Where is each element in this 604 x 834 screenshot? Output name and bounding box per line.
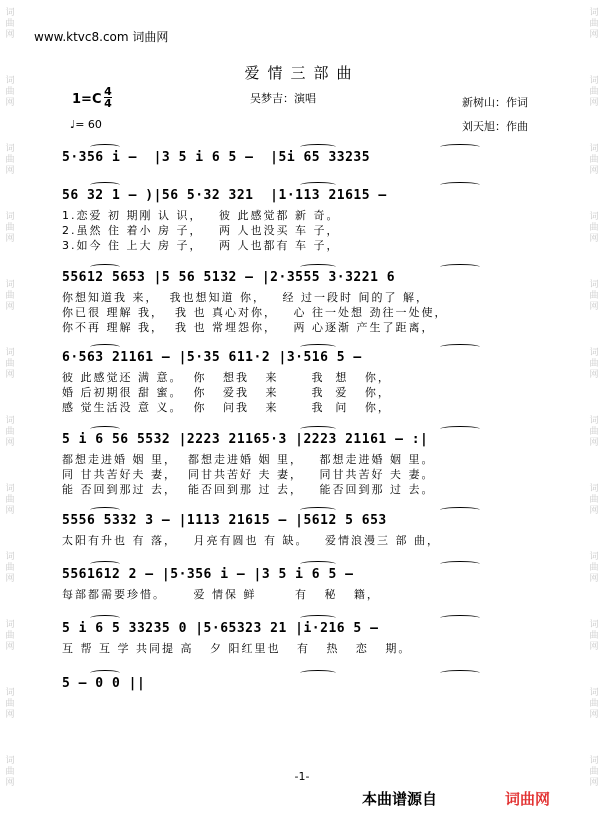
watermark-char: 网 — [589, 642, 599, 652]
watermark-char: 网 — [589, 438, 599, 448]
slur-mark — [90, 670, 120, 676]
watermark-char: 曲 — [5, 427, 15, 437]
watermark-glyphs — [3, 416, 17, 449]
watermark-char: 曲 — [589, 291, 599, 301]
watermark-char: 词 — [589, 76, 599, 86]
watermark-char: 曲 — [5, 359, 15, 369]
watermark-char: 曲 — [589, 155, 599, 165]
watermark-char: 词 — [5, 144, 15, 154]
watermark-char: 网 — [5, 574, 15, 584]
time-signature — [103, 86, 113, 109]
watermark-char: 曲 — [589, 767, 599, 777]
notation-row: 6·563 21161 – |5·35 611·2 |3·516 5 – — [62, 350, 362, 365]
watermark-char: 网 — [589, 234, 599, 244]
watermark-char: 词 — [5, 76, 15, 86]
watermark-char: 曲 — [589, 563, 599, 573]
watermark-char: 曲 — [5, 223, 15, 233]
tempo-marking: ♩= 60 — [70, 118, 102, 131]
watermark-glyphs — [587, 416, 601, 449]
watermark-char: 网 — [5, 506, 15, 516]
watermark-glyphs — [587, 280, 601, 313]
lyric-line: 1.恋爱 初 期刚 认 识， 彼 此感觉都 新 奇。 — [62, 209, 340, 222]
watermark-char: 词 — [5, 416, 15, 426]
watermark-char: 网 — [589, 30, 599, 40]
watermark-glyphs — [3, 620, 17, 653]
watermark-char: 网 — [5, 438, 15, 448]
lyric-line: 3.如今 住 上大 房 子， 两 人也都有 车 子， — [62, 239, 340, 252]
slur-mark — [300, 344, 336, 350]
slur-mark — [440, 144, 480, 150]
watermark-char: 曲 — [5, 767, 15, 777]
key-signature: 1=C — [72, 92, 102, 107]
watermark-char: 词 — [589, 8, 599, 18]
watermark-char: 网 — [5, 166, 15, 176]
song-title: 爱情三部曲 — [244, 64, 360, 82]
watermark-char: 网 — [5, 710, 15, 720]
watermark-char: 曲 — [5, 699, 15, 709]
slur-mark — [90, 344, 120, 350]
composer-credit: 刘天旭：作曲 — [462, 120, 528, 133]
time-denominator: 4 — [104, 97, 112, 110]
slur-mark — [440, 507, 480, 513]
watermark-char: 网 — [5, 642, 15, 652]
watermark-char: 曲 — [5, 87, 15, 97]
watermark-char: 词 — [589, 620, 599, 630]
watermark-char: 网 — [589, 778, 599, 788]
slur-mark — [440, 182, 480, 188]
watermark-char: 词 — [589, 144, 599, 154]
watermark-char: 词 — [589, 552, 599, 562]
watermark-char: 词 — [5, 620, 15, 630]
slur-mark — [440, 426, 480, 432]
watermark-char: 词 — [5, 348, 15, 358]
source-label: 本曲谱源自 — [362, 790, 438, 808]
watermark-char: 词 — [5, 756, 15, 766]
watermark-char: 词 — [589, 416, 599, 426]
notation-row: 5561612 2 – |5·356 i – |3 5 i 6 5 – — [62, 567, 354, 582]
watermark-glyphs — [587, 8, 601, 41]
slur-mark — [440, 264, 480, 270]
slur-mark — [300, 561, 336, 567]
watermark-char: 曲 — [589, 359, 599, 369]
watermark-glyphs — [587, 144, 601, 177]
slur-mark — [300, 507, 336, 513]
slur-mark — [440, 344, 480, 350]
watermark-char: 网 — [589, 302, 599, 312]
watermark-char: 词 — [5, 212, 15, 222]
watermark-char: 曲 — [589, 495, 599, 505]
slur-mark — [440, 615, 480, 621]
slur-mark — [90, 182, 120, 188]
watermark-glyphs — [3, 348, 17, 381]
watermark-char: 曲 — [589, 223, 599, 233]
slur-mark — [300, 144, 336, 150]
slur-mark — [90, 507, 120, 513]
lyric-line: 彼 此感觉还 满 意。 你 想我 来 我 想 你， — [62, 371, 391, 384]
lyric-line: 婚 后初期很 甜 蜜。 你 爱我 来 我 爱 你， — [62, 386, 391, 399]
lyric-line: 2.虽然 住 着小 房 子， 两 人也没买 车 子， — [62, 224, 340, 237]
watermark-glyphs — [3, 688, 17, 721]
slur-mark — [440, 561, 480, 567]
watermark-glyphs — [3, 484, 17, 517]
lyric-line: 同 甘共苦好夫 妻， 同甘共苦好 夫 妻， 同甘共苦好 夫 妻。 — [62, 468, 435, 481]
watermark-glyphs — [3, 552, 17, 585]
watermark-char: 网 — [589, 574, 599, 584]
watermark-char: 词 — [5, 484, 15, 494]
brand-logo[interactable]: 词曲网 — [505, 790, 551, 808]
watermark-char: 词 — [589, 212, 599, 222]
notation-row: 56 32 1 – )|56 5·32 321 |1·113 21615 – — [62, 188, 387, 203]
watermark-char: 词 — [5, 280, 15, 290]
watermark-glyphs — [3, 8, 17, 41]
watermark-char: 曲 — [5, 19, 15, 29]
slur-mark — [90, 144, 120, 150]
watermark-char: 曲 — [5, 495, 15, 505]
watermark-char: 网 — [589, 98, 599, 108]
watermark-char: 曲 — [5, 563, 15, 573]
watermark-glyphs — [587, 212, 601, 245]
watermark-glyphs — [3, 280, 17, 313]
lyricist-credit: 新树山：作词 — [462, 96, 528, 109]
watermark-glyphs — [3, 144, 17, 177]
notation-row: 55612 5653 |5 56 5132 – |2·3555 3·3221 6 — [62, 270, 396, 285]
notation-row: 5556 5332 3 – |1113 21615 – |5612 5 653 — [62, 513, 387, 528]
watermark-char: 曲 — [589, 631, 599, 641]
lyric-line: 能 否回到那过 去， 能否回到那 过 去， 能否回到那 过 去。 — [62, 483, 435, 496]
watermark-glyphs — [587, 484, 601, 517]
watermark-glyphs — [587, 348, 601, 381]
watermark-char: 曲 — [5, 291, 15, 301]
lyric-line: 你已很 理解 我， 我 也 真心对你， 心 往一处想 劲往一处使， — [62, 306, 448, 319]
notation-row: 5 i 6 5 33235 0 |5·65323 21 |i·216 5 – — [62, 621, 379, 636]
lyric-line: 都想走进婚 姻 里， 都想走进婚 姻 里， 都想走进婚 姻 里。 — [62, 453, 435, 466]
watermark-char: 网 — [589, 710, 599, 720]
watermark-glyphs — [3, 212, 17, 245]
notation-row: 5 – 0 0 || — [62, 676, 146, 691]
watermark-char: 网 — [5, 30, 15, 40]
watermark-char: 网 — [5, 98, 15, 108]
slur-mark — [300, 426, 336, 432]
page-number: -1- — [294, 770, 310, 783]
watermark-char: 曲 — [5, 155, 15, 165]
watermark-char: 词 — [5, 8, 15, 18]
lyric-line: 互 帮 互 学 共同提 高 夕 阳红里也 有 热 恋 期。 — [62, 642, 412, 655]
watermark-char: 词 — [589, 348, 599, 358]
watermark-char: 词 — [589, 280, 599, 290]
watermark-char: 网 — [589, 370, 599, 380]
slur-mark — [90, 561, 120, 567]
slur-mark — [90, 426, 120, 432]
watermark-char: 曲 — [589, 427, 599, 437]
slur-mark — [90, 264, 120, 270]
watermark-char: 网 — [5, 370, 15, 380]
lyric-line: 你不再 理解 我， 我 也 常埋怨你， 两 心逐渐 产生了距离， — [62, 321, 435, 334]
slur-mark — [90, 615, 120, 621]
lyric-line: 感 觉生活没 意 义。 你 问我 来 我 问 你， — [62, 401, 391, 414]
watermark-char: 词 — [589, 688, 599, 698]
watermark-char: 词 — [5, 552, 15, 562]
watermark-char: 词 — [589, 484, 599, 494]
watermark-char: 网 — [5, 778, 15, 788]
watermark-char: 曲 — [589, 87, 599, 97]
notation-row: 5 i 6 56 5532 |2223 21165·3 |2223 21161 – :| — [62, 432, 429, 447]
lyric-line: 太阳有升也 有 落， 月亮有圆也 有 缺。 爱情浪漫三 部 曲， — [62, 534, 440, 547]
watermark-char: 词 — [5, 688, 15, 698]
slur-mark — [300, 182, 336, 188]
site-header[interactable]: www.ktvc8.com 词曲网 — [34, 30, 169, 44]
lyric-line: 每部都需要珍惜。 爱 情保 鲜 有 秘 籍， — [62, 588, 380, 601]
watermark-glyphs — [587, 688, 601, 721]
time-numerator: 4 — [104, 85, 112, 98]
watermark-char: 词 — [589, 756, 599, 766]
watermark-glyphs — [587, 552, 601, 585]
watermark-char: 曲 — [589, 699, 599, 709]
slur-mark — [440, 670, 480, 676]
watermark-char: 曲 — [5, 631, 15, 641]
notation-row: 5·356 i – |3 5 i 6 5 – |5i 65 33235 — [62, 150, 371, 165]
watermark-char: 曲 — [589, 19, 599, 29]
singer-credit: 吴梦吉：演唱 — [250, 92, 316, 105]
slur-mark — [300, 670, 336, 676]
watermark-char: 网 — [589, 506, 599, 516]
watermark-glyphs — [587, 620, 601, 653]
watermark-char: 网 — [5, 302, 15, 312]
slur-mark — [300, 615, 336, 621]
watermark-char: 网 — [5, 234, 15, 244]
watermark-char: 网 — [589, 166, 599, 176]
slur-mark — [300, 264, 336, 270]
lyric-line: 你想知道我 来， 我也想知道 你， 经 过一段时 间的了 解， — [62, 291, 429, 304]
